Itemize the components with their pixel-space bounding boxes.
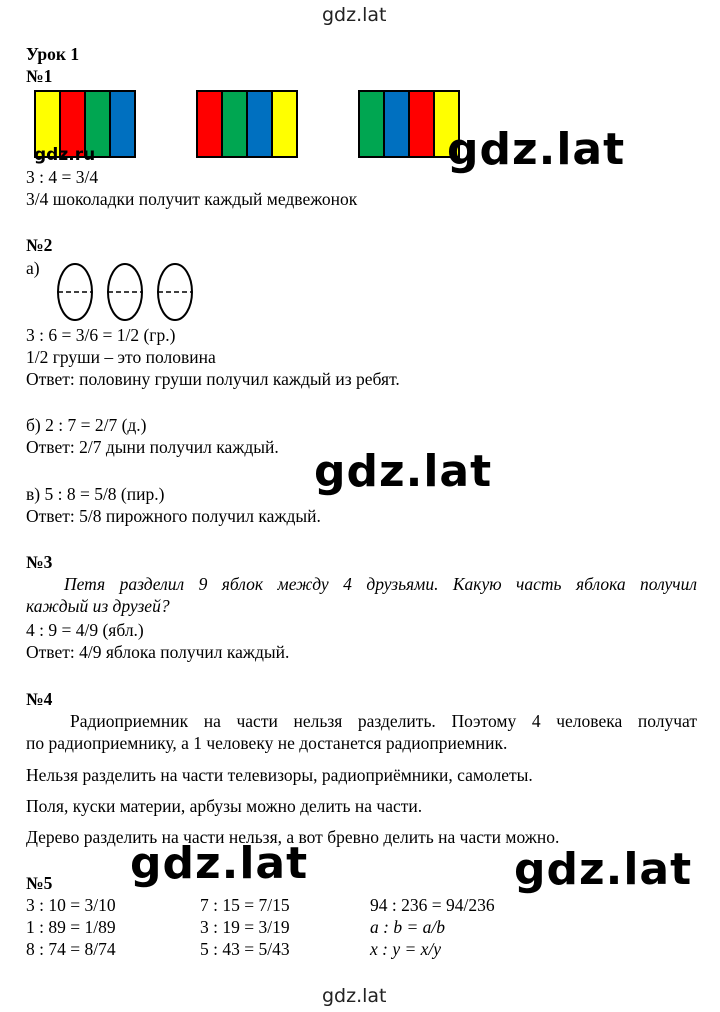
header-site-name: gdz.lat: [322, 4, 387, 26]
task2-a-line1: 3 : 6 = 3/6 = 1/2 (гр.): [26, 325, 176, 345]
task1-answer: 3/4 шоколадки получит каждый медвежонок: [26, 189, 358, 209]
task3-question-line2: каждый из друзей?: [26, 596, 170, 616]
task5-col2-row2: 3 : 19 = 3/19: [200, 917, 290, 937]
watermark: gdz.lat: [514, 844, 693, 895]
task3-equation: 4 : 9 = 4/9 (ябл.): [26, 620, 144, 640]
task4-paragraph2: Нельзя разделить на части телевизоры, радиоприёмники, самолеты.: [26, 765, 533, 785]
chocolate-piece: [196, 90, 223, 158]
chocolate-piece: [271, 90, 298, 158]
task5-col3-row1: 94 : 236 = 94/236: [370, 895, 495, 915]
chocolate-piece: [358, 90, 385, 158]
task5-col2-row1: 7 : 15 = 7/15: [200, 895, 290, 915]
task3-answer: Ответ: 4/9 яблока получил каждый.: [26, 642, 290, 662]
task5-col1-row2: 1 : 89 = 1/89: [26, 917, 116, 937]
task4-paragraph4: Дерево разделить на части нельзя, а вот бревно делить на части можно.: [26, 827, 560, 847]
task2-a-label: а): [26, 258, 40, 278]
task2-b-line2: Ответ: 2/7 дыни получил каждый.: [26, 437, 279, 457]
task1-number: №1: [26, 66, 53, 86]
task2-c-line1: в) 5 : 8 = 5/8 (пир.): [26, 484, 165, 504]
task4-paragraph1-line1: Радиоприемник на части нельзя разделить. Поэтому 4 человека получат: [70, 711, 697, 731]
task2-b-line1: б) 2 : 7 = 2/7 (д.): [26, 415, 147, 435]
chocolate-piece: [383, 90, 410, 158]
pear-icon: [158, 264, 192, 320]
chocolate-piece: [408, 90, 435, 158]
task3-question-line1: Петя разделил 9 яблок между 4 друзьями. Какую часть яблока получил: [64, 574, 697, 594]
task3-number: №3: [26, 552, 53, 572]
pear-icon: [108, 264, 142, 320]
task5-col3-row2: a : b = a/b: [370, 917, 445, 937]
pears-drawing: [50, 262, 200, 322]
chocolate-piece: [109, 90, 136, 158]
chocolate-piece: [221, 90, 248, 158]
watermark: gdz.lat: [447, 124, 626, 175]
task2-c-line2: Ответ: 5/8 пирожного получил каждый.: [26, 506, 321, 526]
task5-col2-row3: 5 : 43 = 5/43: [200, 939, 290, 959]
task2-number: №2: [26, 235, 53, 255]
task5-col1-row1: 3 : 10 = 3/10: [26, 895, 116, 915]
task5-number: №5: [26, 873, 53, 893]
chocolate-piece: [246, 90, 273, 158]
watermark: gdz.lat: [130, 838, 309, 889]
task4-paragraph3: Поля, куски материи, арбузы можно делить на части.: [26, 796, 423, 816]
task4-paragraph1-line2: по радиоприемнику, а 1 человеку не достанется радиоприемник.: [26, 733, 508, 753]
task4-number: №4: [26, 689, 53, 709]
task2-a-line3: Ответ: половину груши получил каждый из ребят.: [26, 369, 400, 389]
watermark: gdz.lat: [314, 446, 493, 497]
task2-a-line2: 1/2 груши – это половина: [26, 347, 216, 367]
task5-col3-row3: x : y = x/y: [370, 939, 442, 959]
lesson-title: Урок 1: [26, 44, 80, 64]
task1-equation: 3 : 4 = 3/4: [26, 167, 99, 187]
footer-site-name: gdz.lat: [322, 985, 387, 1007]
task5-col1-row3: 8 : 74 = 8/74: [26, 939, 116, 959]
pear-icon: [58, 264, 92, 320]
small-watermark: gdz.ru: [34, 145, 96, 165]
